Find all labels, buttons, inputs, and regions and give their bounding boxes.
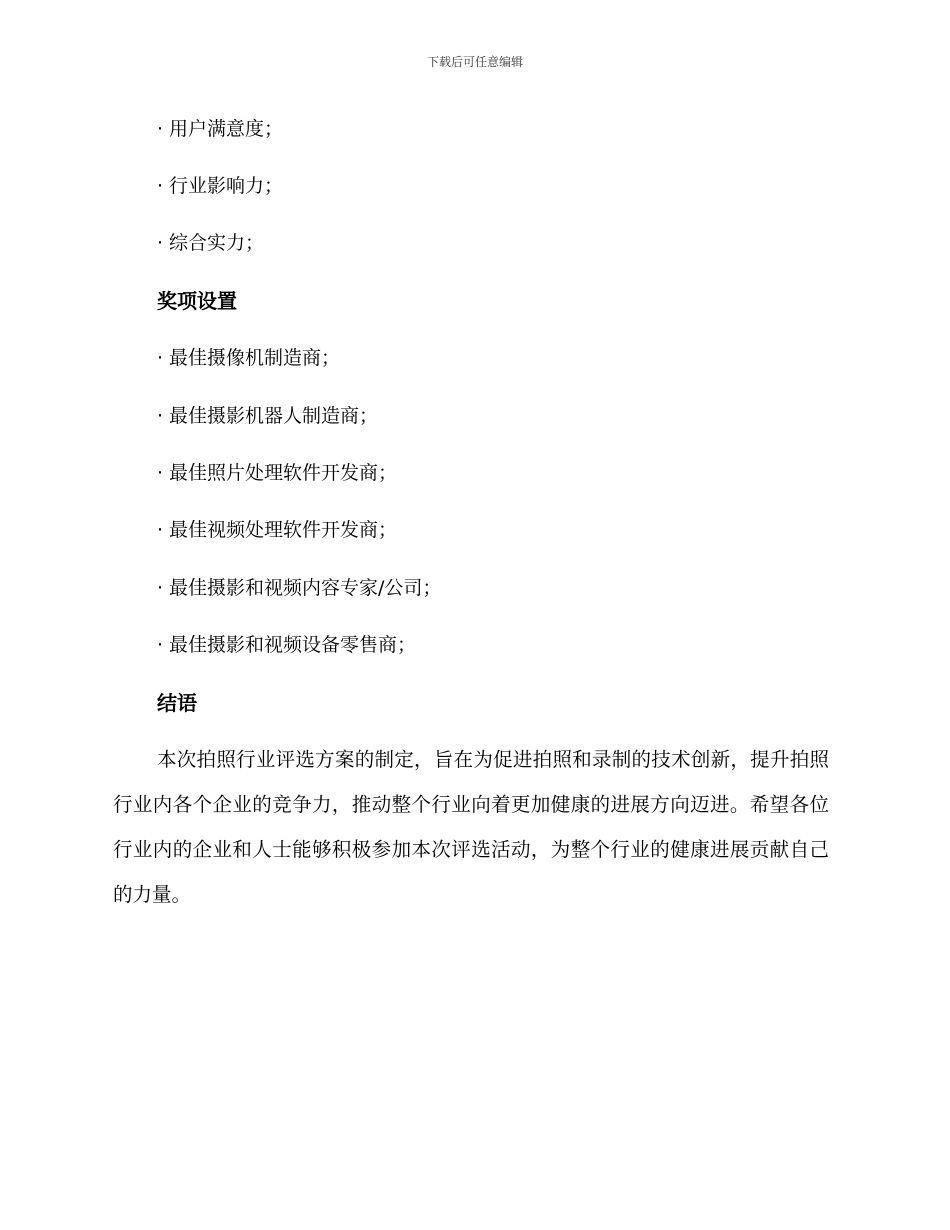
- bullet-dot-icon: ·: [157, 577, 164, 599]
- award-item-label: 最佳照片处理软件开发商；: [169, 462, 398, 484]
- bullet-dot-icon: ·: [157, 118, 164, 140]
- criteria-item-label: 用户满意度；: [169, 118, 284, 140]
- bullet-dot-icon: ·: [157, 232, 164, 254]
- bullet-dot-icon: ·: [157, 519, 164, 541]
- criteria-item-overall-strength: [157, 231, 264, 255]
- criteria-item-label: 综合实力；: [169, 232, 265, 254]
- award-item: [157, 461, 397, 485]
- conclusion-heading: 结语: [157, 691, 197, 715]
- award-item-label: 最佳摄像机制造商；: [169, 347, 341, 369]
- bullet-dot-icon: ·: [157, 634, 164, 656]
- award-item: [157, 518, 397, 542]
- criteria-item-industry-influence: [157, 174, 283, 198]
- award-item-label: 最佳视频处理软件开发商；: [169, 519, 398, 541]
- conclusion-paragraph: 本次拍照行业评选方案的制定，旨在为促进拍照和录制的技术创新，提升拍照行业内各个企业的竞争力，推动整个行业向着更加健康的进展方向迈进。希望各位行业内的企业和人士能够积极参加本次评选活动，为整个行业的健康进展贡献自己的力量。: [113, 748, 829, 906]
- criteria-item-label: 行业影响力；: [169, 175, 284, 197]
- bullet-dot-icon: ·: [157, 175, 164, 197]
- criteria-item-user-satisfaction: [157, 117, 283, 141]
- bullet-dot-icon: ·: [157, 347, 164, 369]
- page-header: 下载后可任意编辑: [426, 55, 523, 69]
- award-item: [157, 404, 378, 428]
- award-item-label: 最佳摄影和视频设备零售商；: [169, 634, 417, 656]
- bullet-dot-icon: ·: [157, 405, 164, 427]
- award-item: [157, 576, 441, 600]
- bullet-dot-icon: ·: [157, 462, 164, 484]
- award-item: [157, 346, 340, 370]
- award-item-label: 最佳摄影机器人制造商；: [169, 405, 379, 427]
- award-item: [157, 633, 416, 657]
- award-item-label: 最佳摄影和视频内容专家/公司；: [169, 577, 442, 599]
- awards-heading: 奖项设置: [157, 289, 237, 313]
